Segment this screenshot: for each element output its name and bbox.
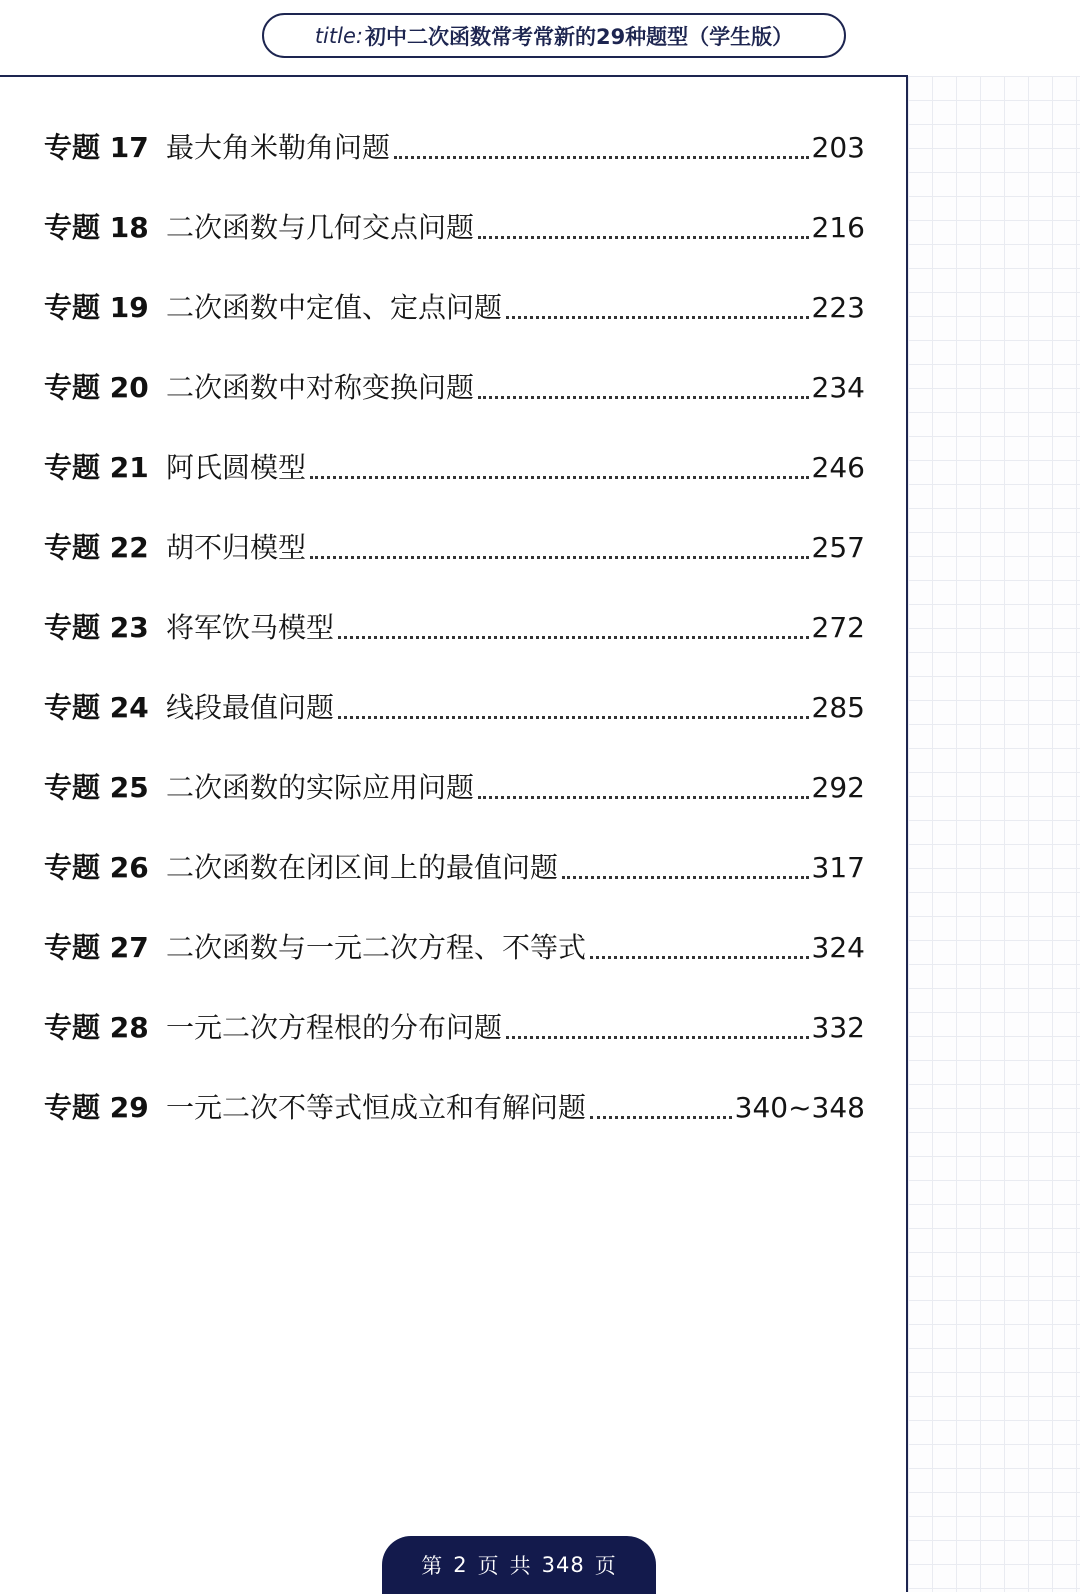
toc-entry[interactable] <box>44 528 865 608</box>
toc-entry-title: 将军饮马模型 <box>166 611 335 644</box>
toc-entry-page: 340~348 <box>734 1091 865 1124</box>
toc-entry-page: 285 <box>811 691 865 724</box>
toc-dot-leader <box>394 128 809 159</box>
toc-entry[interactable] <box>44 448 865 528</box>
toc-entry[interactable] <box>44 128 865 208</box>
toc-entry-page: 223 <box>811 291 865 324</box>
toc-entry-label: 专题 26 <box>44 851 149 884</box>
toc-entry-label: 专题 17 <box>44 131 149 164</box>
toc-dot-leader <box>506 288 809 319</box>
toc-entry-page: 332 <box>811 1011 865 1044</box>
page-indicator-prefix: 第 <box>421 1554 444 1578</box>
toc-dot-leader <box>506 1008 809 1039</box>
toc-entry[interactable] <box>44 928 865 1008</box>
toc-entry-page: 257 <box>811 531 865 564</box>
toc-entry-page: 203 <box>811 131 865 164</box>
total-pages-number: 348 <box>541 1553 585 1577</box>
toc-entry[interactable] <box>44 1088 865 1168</box>
header-divider <box>0 75 908 77</box>
toc-entry-title: 胡不归模型 <box>166 531 307 564</box>
toc-entry-label: 专题 24 <box>44 691 149 724</box>
toc-dot-leader <box>562 848 809 879</box>
toc-entry-page: 216 <box>811 211 865 244</box>
document-title: 初中二次函数常考常新的29种题型（学生版） <box>364 24 794 49</box>
toc-entry-title: 阿氏圆模型 <box>166 451 307 484</box>
toc-dot-leader <box>590 1088 732 1119</box>
table-of-contents <box>44 128 865 1168</box>
toc-entry-page: 234 <box>811 371 865 404</box>
toc-entry-label: 专题 20 <box>44 371 149 404</box>
toc-entry-title: 二次函数与几何交点问题 <box>166 211 475 244</box>
toc-dot-leader <box>338 608 809 639</box>
toc-entry-title: 二次函数在闭区间上的最值问题 <box>166 851 559 884</box>
toc-entry[interactable] <box>44 288 865 368</box>
toc-entry-page: 246 <box>811 451 865 484</box>
title-prefix: title: <box>314 23 363 48</box>
toc-entry-label: 专题 28 <box>44 1011 149 1044</box>
toc-dot-leader <box>590 928 809 959</box>
toc-entry-title: 最大角米勒角问题 <box>166 131 391 164</box>
toc-dot-leader <box>338 688 809 719</box>
toc-entry[interactable] <box>44 368 865 448</box>
toc-entry-title: 二次函数的实际应用问题 <box>166 771 475 804</box>
total-word: 共 <box>509 1554 532 1578</box>
toc-entry-title: 二次函数中对称变换问题 <box>166 371 475 404</box>
current-page-number: 2 <box>453 1553 468 1577</box>
toc-entry-label: 专题 18 <box>44 211 149 244</box>
toc-entry-page: 317 <box>811 851 865 884</box>
toc-entry-title: 二次函数中定值、定点问题 <box>166 291 503 324</box>
document-title-banner <box>262 13 846 58</box>
toc-entry-title: 线段最值问题 <box>166 691 335 724</box>
toc-entry-title: 一元二次不等式恒成立和有解问题 <box>166 1091 587 1124</box>
toc-entry-label: 专题 19 <box>44 291 149 324</box>
toc-entry-title: 一元二次方程根的分布问题 <box>166 1011 503 1044</box>
toc-entry-label: 专题 29 <box>44 1091 149 1124</box>
toc-dot-leader <box>478 208 809 239</box>
page-indicator <box>382 1536 656 1594</box>
toc-entry-page: 272 <box>811 611 865 644</box>
toc-dot-leader <box>478 768 809 799</box>
toc-entry-label: 专题 21 <box>44 451 149 484</box>
toc-entry-label: 专题 25 <box>44 771 149 804</box>
toc-dot-leader <box>478 368 809 399</box>
page-word-suffix: 页 <box>594 1554 617 1578</box>
toc-dot-leader <box>310 448 809 479</box>
toc-entry[interactable] <box>44 1008 865 1088</box>
toc-entry[interactable] <box>44 688 865 768</box>
toc-entry-label: 专题 27 <box>44 931 149 964</box>
page-word: 页 <box>477 1554 500 1578</box>
toc-dot-leader <box>310 528 809 559</box>
toc-entry[interactable] <box>44 208 865 288</box>
toc-entry-page: 292 <box>811 771 865 804</box>
toc-entry[interactable] <box>44 608 865 688</box>
grid-margin-panel <box>906 76 1080 1592</box>
toc-entry-title: 二次函数与一元二次方程、不等式 <box>166 931 587 964</box>
toc-entry-page: 324 <box>811 931 865 964</box>
toc-entry-label: 专题 23 <box>44 611 149 644</box>
toc-entry-label: 专题 22 <box>44 531 149 564</box>
toc-entry[interactable] <box>44 848 865 928</box>
toc-entry[interactable] <box>44 768 865 848</box>
